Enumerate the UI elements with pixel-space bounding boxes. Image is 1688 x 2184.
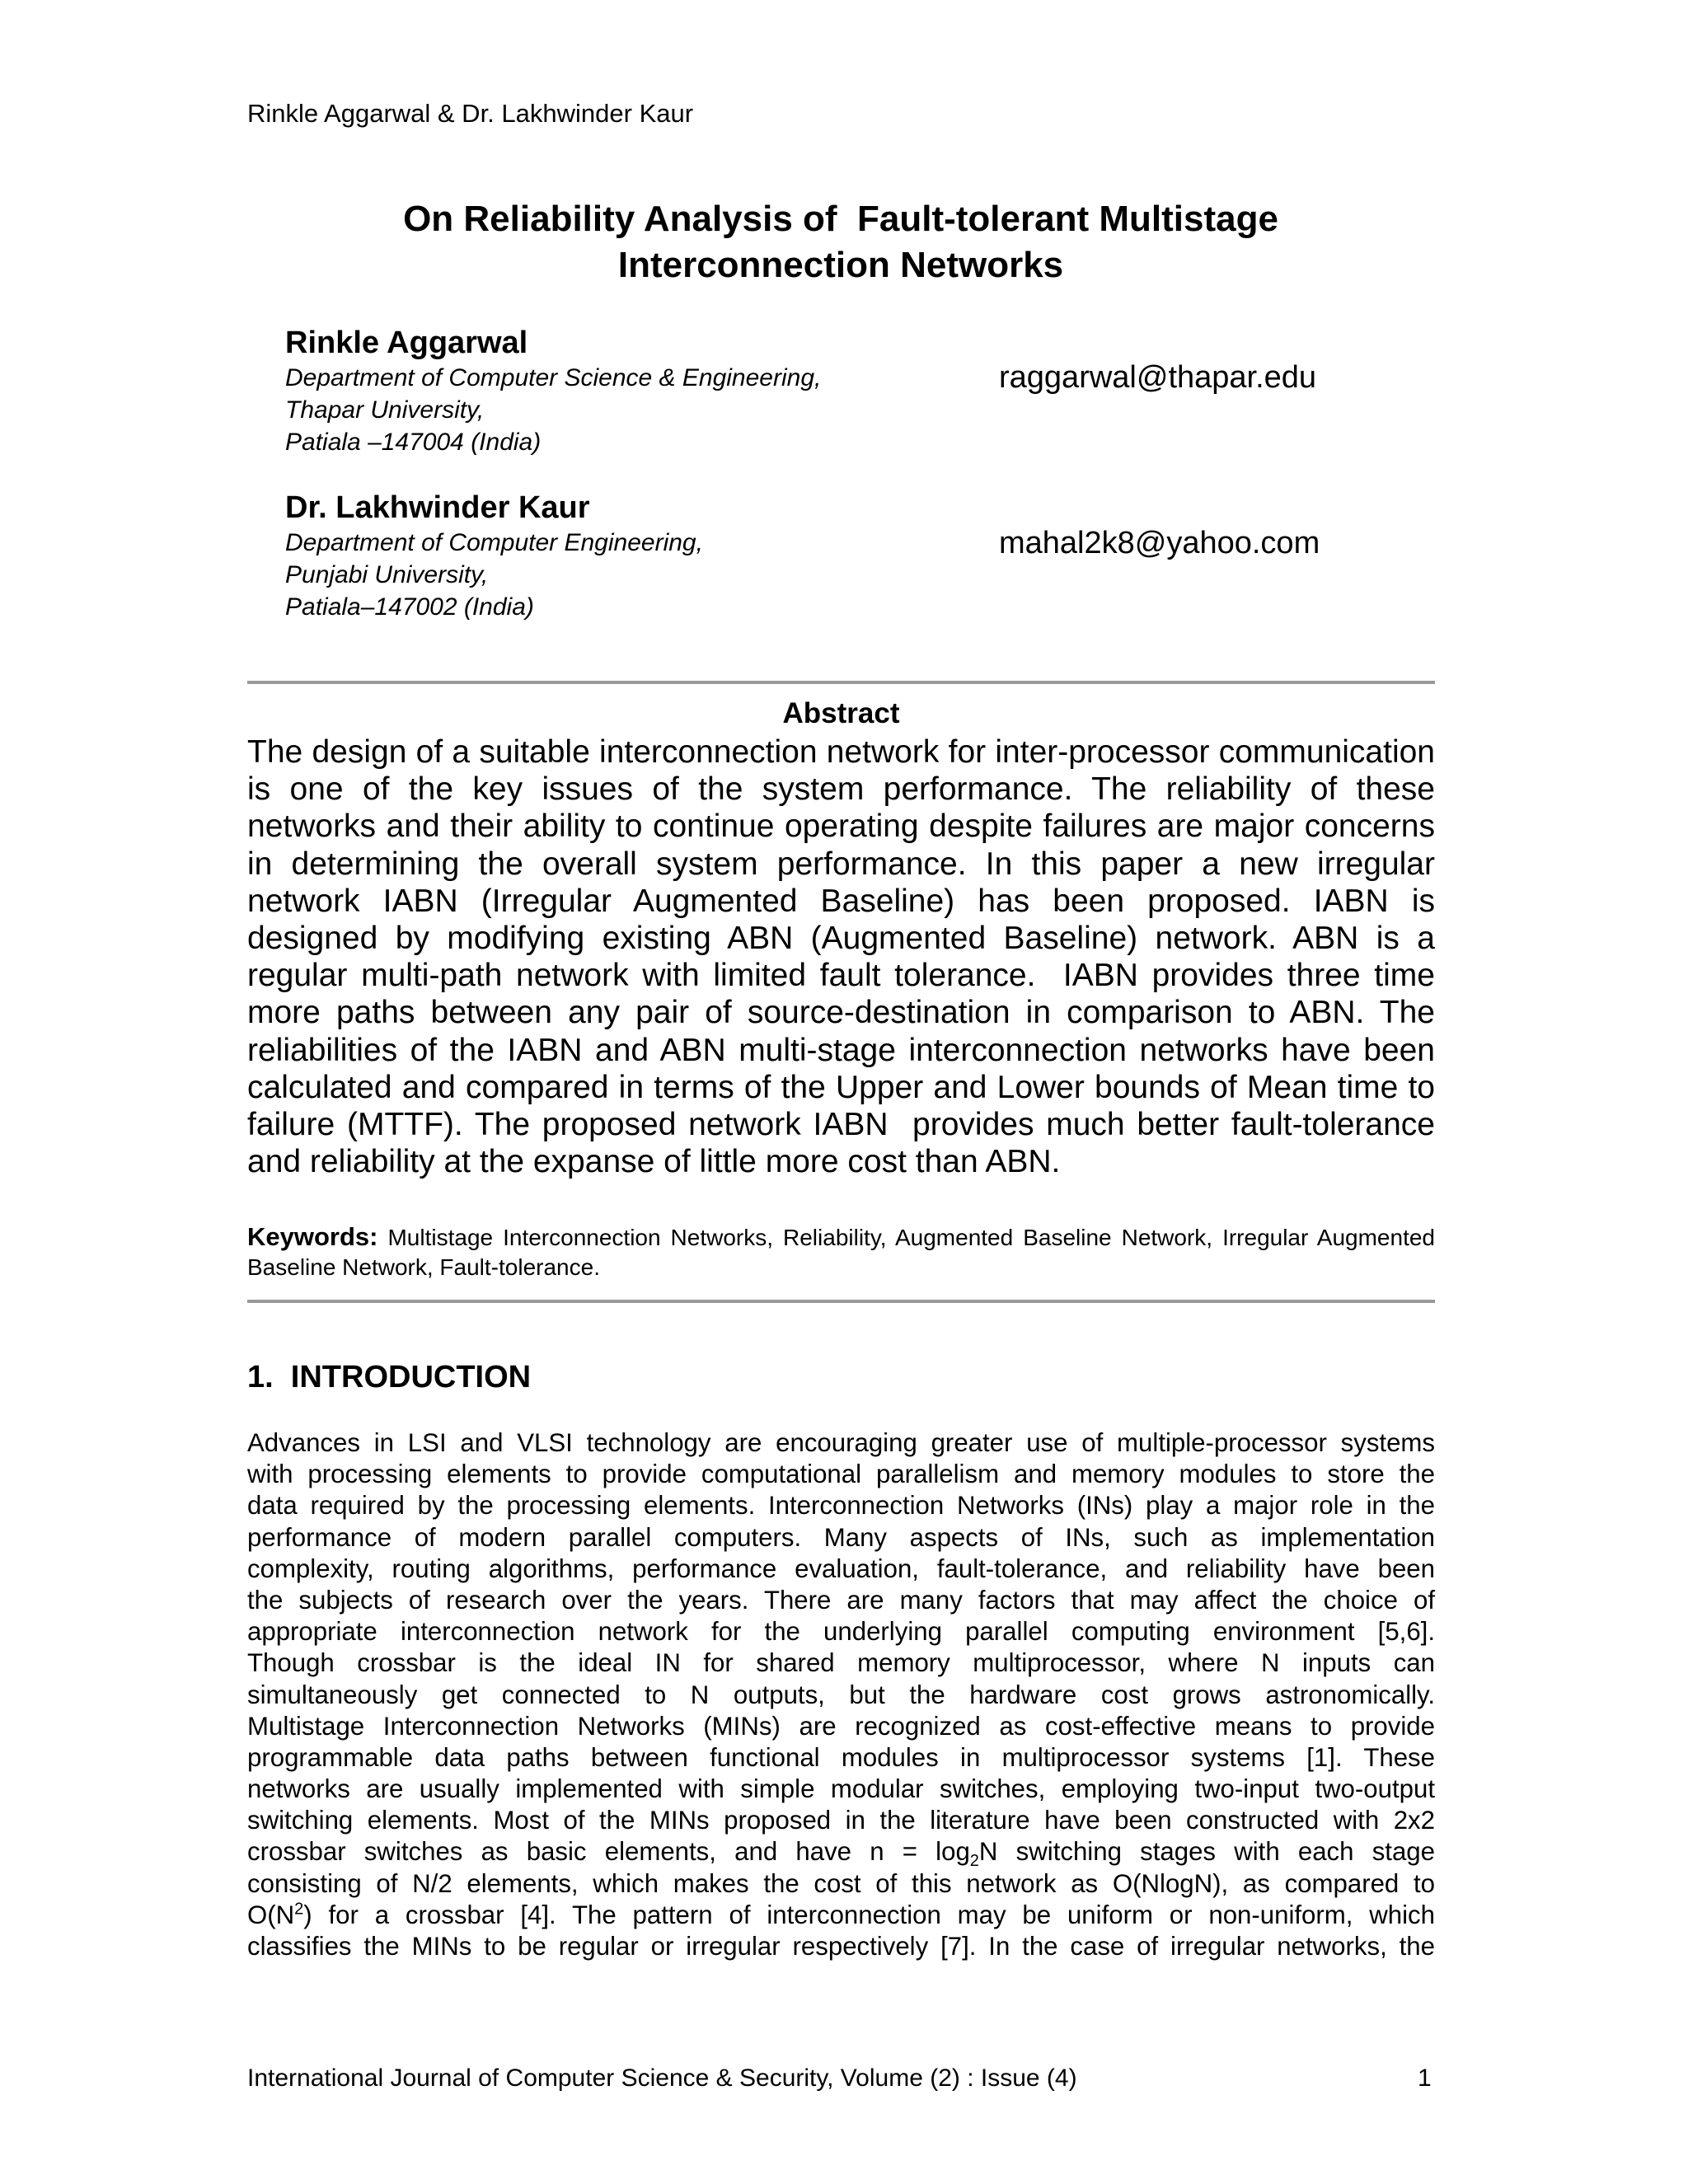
paragraph-line: Multistage Interconnection Networks (MINs) are recognized as cost-effective means to provide [247, 1711, 1435, 1741]
top-divider [247, 681, 1435, 684]
paragraph-line: data required by the processing elements. Interconnection Networks (INs) play a major role in the [247, 1491, 1435, 1521]
paragraph-line: switching elements. Most of the MINs proposed in the literature have been constructed with 2x2 [247, 1806, 1435, 1835]
affiliation-line: Department of Computer Engineering, [285, 529, 703, 556]
keywords-label: Keywords: [247, 1222, 378, 1251]
author-block-2 [285, 489, 1027, 623]
paragraph-line: simultaneously get connected to N outputs, but the hardware cost grows astronomically. [247, 1680, 1435, 1709]
introduction-body [247, 1427, 1435, 1962]
paragraph-line [247, 1900, 1435, 1931]
paragraph-line: the subjects of research over the years. There are many factors that may affect the choice of [247, 1585, 1435, 1615]
paragraph-line: performance of modern parallel computers. Many aspects of INs, such as implementation [247, 1522, 1435, 1552]
bottom-divider [247, 1300, 1435, 1303]
paragraph-line: programmable data paths between functional modules in multiprocessor systems [1]. These [247, 1742, 1435, 1772]
affiliation-line: Patiala–147002 (India) [285, 593, 534, 621]
footer-journal: International Journal of Computer Science & Security, Volume (2) : Issue (4) [247, 2064, 1077, 2092]
paragraph-line: with processing elements to provide computational parallelism and memory modules to store the [247, 1460, 1435, 1489]
subscript: 2 [969, 1852, 979, 1871]
line-text: O(N [247, 1900, 295, 1929]
keywords-text: Multistage Interconnection Networks, Reliability, Augmented Baseline Network, Irregular Augmented Baseline Network, Fault-tolerance. [247, 1225, 1435, 1280]
paragraph-line [247, 1836, 1435, 1871]
section-heading: 1. INTRODUCTION [247, 1360, 532, 1394]
paragraph-line: Though crossbar is the ideal IN for shared memory multiprocessor, where N inputs can [247, 1648, 1435, 1678]
affiliation-line: Punjabi University, [285, 561, 489, 588]
line-text: N switching stages with each stage [978, 1837, 1435, 1867]
paragraph-line: Advances in LSI and VLSI technology are encouraging greater use of multiple-processor systems [247, 1428, 1435, 1457]
author-name: Dr. Lakhwinder Kaur [285, 490, 590, 525]
title-line-1: On Reliability Analysis of Fault-tolerant Multistage [403, 199, 1278, 239]
line-text: crossbar switches as basic elements, and have n = log [247, 1837, 970, 1867]
line-text: ) for a crossbar [4]. The pattern of interconnection may be uniform or non-uniform, which [303, 1900, 1435, 1929]
affiliation-line: Department of Computer Science & Engineering, [285, 364, 822, 391]
paragraph-line: networks are usually implemented with simple modular switches, employing two-input two-output [247, 1774, 1435, 1804]
superscript: 2 [294, 1900, 304, 1919]
paragraph-line: appropriate interconnection network for the underlying parallel computing environment [5,6]. [247, 1617, 1435, 1647]
title-line-2: Interconnection Networks [617, 245, 1064, 285]
author-block-1 [285, 324, 1027, 458]
affiliation-line: Thapar University, [285, 396, 485, 424]
author-email: mahal2k8@yahoo.com [999, 526, 1320, 560]
running-head: Rinkle Aggarwal & Dr. Lakhwinder Kaur [247, 99, 694, 128]
abstract-heading: Abstract [782, 697, 900, 729]
paper-title [247, 196, 1434, 288]
author-name: Rinkle Aggarwal [285, 326, 528, 360]
author-email: raggarwal@thapar.edu [999, 360, 1317, 395]
paragraph-line: complexity, routing algorithms, performance evaluation, fault-tolerance, and reliability have been [247, 1554, 1435, 1583]
keywords [247, 1222, 1435, 1282]
abstract-text: The design of a suitable interconnection network for inter-processor communication is one of the key issues of the system performance. The reliability of these networks and their ability to continue operating despite failures are major concerns in determining the overall system performance. In this paper a new irregular network IABN (Irregular Augmented Baseline) has been proposed. IABN is designed by modifying existing ABN (Augmented Baseline) network. ABN is a regular multi-path network with limited fault tolerance. IABN provides three time more paths between any pair of source-destination in comparison to ABN. The reliabilities of the IABN and ABN multi-stage interconnection networks have been calculated and compared in terms of the Upper and Lower bounds of Mean time to failure (MTTF). The proposed network IABN provides much better fault-tolerance and reliability at the expanse of little more cost than ABN. [247, 734, 1444, 1180]
paragraph-line: consisting of N/2 elements, which makes the cost of this network as O(NlogN), as compared to [247, 1868, 1435, 1898]
page-number: 1 [1418, 2064, 1432, 2092]
affiliation-line: Patiala –147004 (India) [285, 429, 542, 456]
paragraph-line: classifies the MINs to be regular or irregular respectively [7]. In the case of irregular networks, the [247, 1932, 1435, 1961]
